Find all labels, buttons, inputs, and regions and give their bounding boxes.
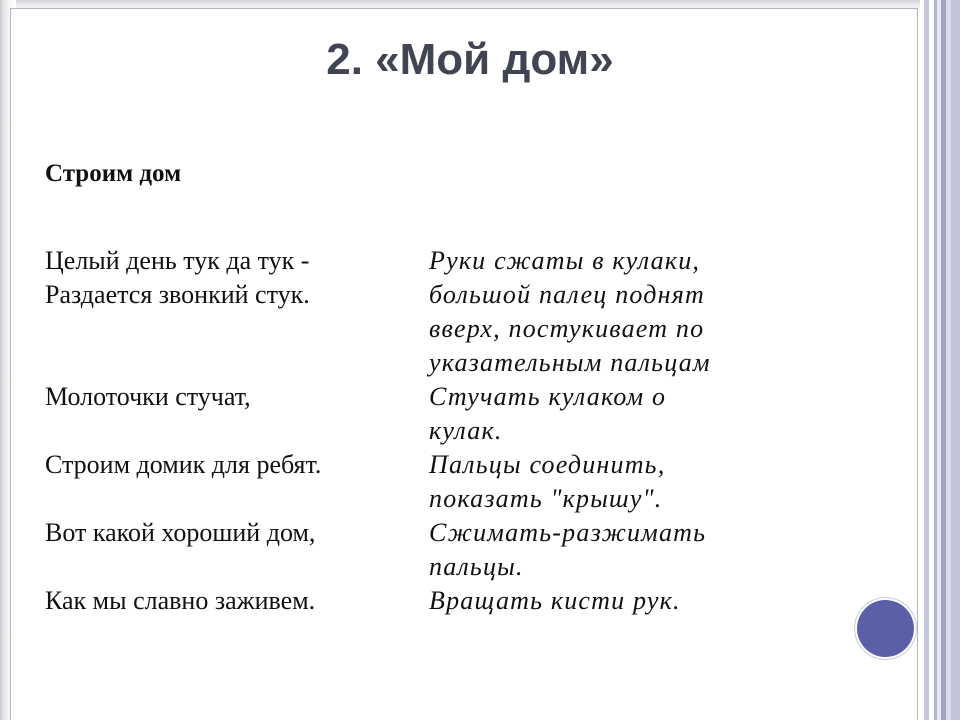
slide-title: 2. «Мой дом» (326, 35, 614, 84)
gesture-instruction: большой палец поднят вверх, постукивает по указательным пальцам (429, 280, 711, 377)
poem-row (45, 584, 825, 618)
verse-line: Молоточки стучат, (45, 382, 251, 411)
verse-line: Как мы славно заживем. (45, 586, 316, 615)
poem-row (45, 244, 825, 278)
verse-line: Целый день тук да тук - (45, 246, 310, 275)
poem-table (45, 244, 825, 618)
accent-circle (857, 600, 914, 657)
section-heading: Строим дом (45, 160, 182, 187)
gesture-instruction: Руки сжаты в кулаки, (429, 246, 701, 275)
verse-line: Раздается звонкий стук. (45, 280, 310, 309)
gesture-instruction: Сжимать-разжимать пальцы. (429, 518, 707, 581)
gesture-instruction: Стучать кулаком о кулак. (429, 382, 667, 445)
verse-line: Строим домик для ребят. (45, 450, 322, 479)
gesture-instruction: Вращать кисти рук. (429, 586, 681, 615)
verse-line: Вот какой хороший дом, (45, 518, 316, 547)
gesture-instruction: Пальцы соединить, показать "крышу". (429, 450, 666, 513)
poem-row (45, 380, 825, 448)
poem-row (45, 516, 825, 584)
poem-row (45, 448, 825, 516)
poem-row (45, 278, 825, 380)
right-decorative-stripes (920, 0, 960, 720)
